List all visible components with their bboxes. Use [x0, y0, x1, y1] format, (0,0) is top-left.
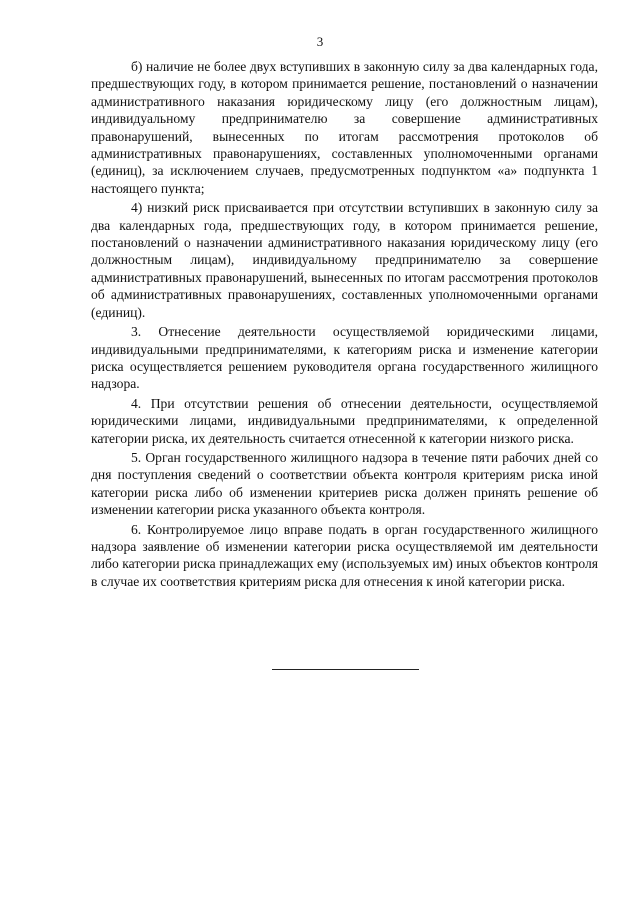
page-number: 3 [316, 34, 324, 49]
paragraph-subitem-b: б) наличие не более двух вступивших в законную силу за два календарных года, предшествующих году, в котором принимается решение, постановлений о назначении административного наказания юридическому лицу (его должностным лицам), индивидуальному предпринимателю за совершение административных правонарушений, вынесенных по итогам рассмотрения протоколов об административных правонарушениях, составленных уполномоченными органами (единиц), за исключением случаев, предусмотренных подпунктом «а» подпункта 1 настоящего пункта; [91, 59, 598, 196]
end-divider-line [272, 669, 419, 670]
paragraph-5: 5. Орган государственного жилищного надзора в течение пяти рабочих дней со дня поступления сведений о соответствии объекта контроля критериям риска иной категории риска либо об изменении критериев риска должен принять решение об изменении категории риска указанного объекта контроля. [91, 449, 598, 518]
paragraph-6: 6. Контролируемое лицо вправе подать в орган государственного жилищного надзора заявление об изменении категории риска осуществляемой им деятельности либо категории риска принадлежащих ему (используемых им) иных объектов контроля в случае их соответствия критериям риска для отнесения к иной категории риска. [91, 521, 598, 589]
paragraph-4: 4. При отсутствии решения об отнесении деятельности, осуществляемой юридическими лицами, индивидуальными предпринимателями, к определенной категории риска, их деятельность считается отнесенной к категории низкого риска. [91, 395, 598, 446]
document-body [91, 58, 598, 590]
paragraph-low-risk: 4) низкий риск присваивается при отсутствии вступивших в законную силу за два календарных года, предшествующих году, в котором принимается решение, постановлений о назначении административного наказания юридическому лицу (его должностным лицам), индивидуальному предпринимателю за совершение административных правонарушений, вынесенных по итогам рассмотрения протоколов об административных правонарушениях, составленных уполномоченными органами (единиц). [91, 200, 598, 320]
paragraph-3: 3. Отнесение деятельности осуществляемой юридическими лицами, индивидуальными предпринимателями, к категориям риска и изменение категории риска осуществляется решением руководителя органа государственного жилищного надзора. [91, 324, 598, 392]
